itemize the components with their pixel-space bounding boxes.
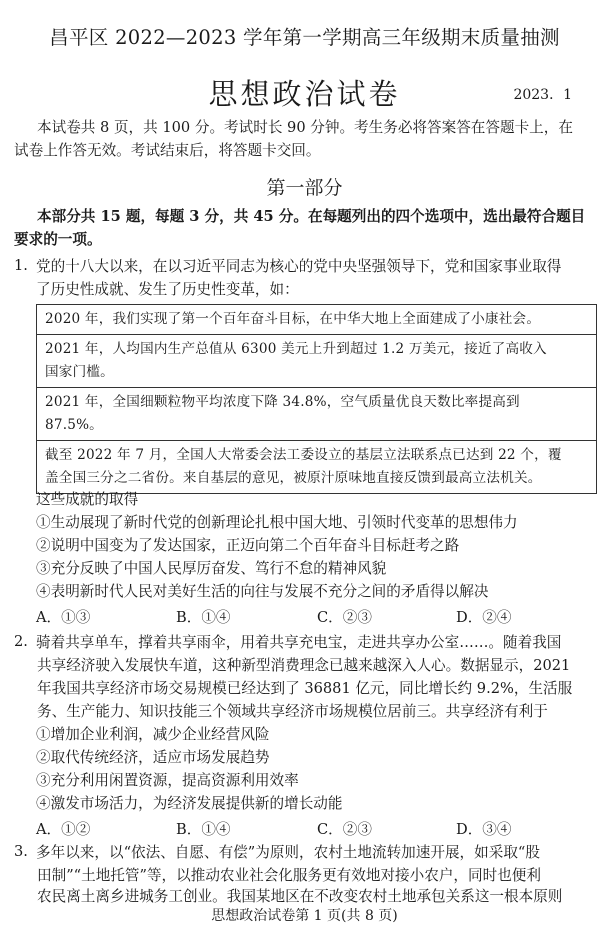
table-cell-text: 2020 年，我们实现了第一个百年奋斗目标，在中华大地上全面建成了小康社会。 xyxy=(45,311,541,327)
achievements-table xyxy=(36,304,597,494)
option-d[interactable]: D．③④ xyxy=(456,821,512,838)
question-1-stem-2: 了历史性成就、发生了历史性变革，如： xyxy=(36,281,299,298)
question-3-stem-2: 田制”“土地托管”等，以推动农业社会化服务更有效地对接小农户，同时也便利 xyxy=(37,867,541,884)
table-cell-text: 87.5%。 xyxy=(45,417,103,433)
table-row xyxy=(37,388,596,441)
question-2-item-4: ④激发市场活力，为经济发展提供新的增长动能 xyxy=(36,795,343,812)
question-2-stem-4: 务、生产能力、知识技能三个领域共享经济市场规模位居前三。共享经济有利于 xyxy=(37,703,548,720)
question-1-lead: 这些成就的取得 xyxy=(36,491,139,508)
table-row xyxy=(37,335,596,388)
question-2-stem-3: 年我国共享经济市场交易规模已经达到了 36881 亿元，同比增长约 9.2%，生活服 xyxy=(37,680,573,697)
question-2-item-1: ①增加企业利润，减少企业经营风险 xyxy=(36,726,270,743)
option-c[interactable]: C．②③ xyxy=(317,609,372,626)
question-1-item-4: ④表明新时代人民对美好生活的向往与发展不充分之间的矛盾得以解决 xyxy=(36,583,489,600)
question-2-item-3: ③充分利用闲置资源，提高资源利用效率 xyxy=(36,772,299,789)
question-1-number: 1. xyxy=(14,257,28,274)
table-cell-text: 国家门槛。 xyxy=(45,364,114,380)
table-cell-text: 2021 年，人均国内生产总值从 6300 美元上升到超过 1.2 万美元，接近了高收入 xyxy=(45,341,547,357)
table-cell-text: 截至 2022 年 7 月，全国人大常委会法工委设立的基层立法联系点已达到 22 个，覆 xyxy=(45,447,562,463)
question-2-item-2: ②取代传统经济，适应市场发展趋势 xyxy=(36,749,270,766)
table-row xyxy=(37,305,596,335)
option-a[interactable]: A．①② xyxy=(36,821,91,838)
page-footer: 思想政治试卷第 1 页(共 8 页) xyxy=(211,908,398,924)
option-c[interactable]: C．②③ xyxy=(317,821,372,838)
option-a[interactable]: A．①③ xyxy=(36,609,91,626)
table-row xyxy=(37,441,596,493)
question-1-item-1: ①生动展现了新时代党的创新理论扎根中国大地、引领时代变革的思想伟力 xyxy=(36,514,518,531)
option-d[interactable]: D．②④ xyxy=(456,609,512,626)
question-2-stem-1: 骑着共享单车，撑着共享雨伞，用着共享充电宝，走进共享办公室……。随着我国 xyxy=(36,634,562,651)
question-1-item-3: ③充分反映了中国人民厚厉奋发、笃行不怠的精神风貌 xyxy=(36,560,387,577)
question-3-stem-3: 农民离土离乡进城务工创业。我国某地区在不改变农村土地承包关系这一根本原则 xyxy=(37,888,563,905)
intro-line-1: 本试卷共 8 页，共 100 分。考试时长 90 分钟。考生务必将答案答在答题卡上，在 xyxy=(37,119,573,136)
question-2-number: 2. xyxy=(14,633,28,650)
question-3-stem-1: 多年以来，以“依法、自愿、有偿”为原则，农村土地流转加速开展，如采取“股 xyxy=(36,844,540,861)
section-title: 第一部分 xyxy=(266,177,343,199)
paper-date: 2023．1 xyxy=(513,87,572,103)
intro-line-2: 试卷上作答无效。考试结束后，将答题卡交回。 xyxy=(14,142,321,159)
question-1-item-2: ②说明中国变为了发达国家，正迈向第二个百年奋斗目标赶考之路 xyxy=(36,537,460,554)
option-b[interactable]: B．①④ xyxy=(176,609,231,626)
question-1-stem-1: 党的十八大以来，在以习近平同志为核心的党中央坚强领导下，党和国家事业取得 xyxy=(36,258,562,275)
section-instructions-1: 本部分共 15 题，每题 3 分，共 45 分。在每题列出的四个选项中，选出最符合题目 xyxy=(37,208,586,225)
exam-title: 昌平区 2022—2023 学年第一学期高三年级期末质量抽测 xyxy=(49,26,560,49)
option-b[interactable]: B．①④ xyxy=(176,821,231,838)
paper-title: 思想政治试卷 xyxy=(208,77,401,111)
table-cell-text: 盖全国三分之二省份。来自基层的意见，被原汁原味地直接反馈到最高立法机关。 xyxy=(45,470,542,486)
question-2-stem-2: 共享经济驶入发展快车道，这种新型消费理念已越来越深入人心。数据显示，2021 xyxy=(37,657,571,674)
question-3-number: 3. xyxy=(14,843,28,860)
table-cell-text: 2021 年，全国细颗粒物平均浓度下降 34.8%，空气质量优良天数比率提高到 xyxy=(45,394,520,410)
section-instructions-2: 要求的一项。 xyxy=(14,231,102,248)
